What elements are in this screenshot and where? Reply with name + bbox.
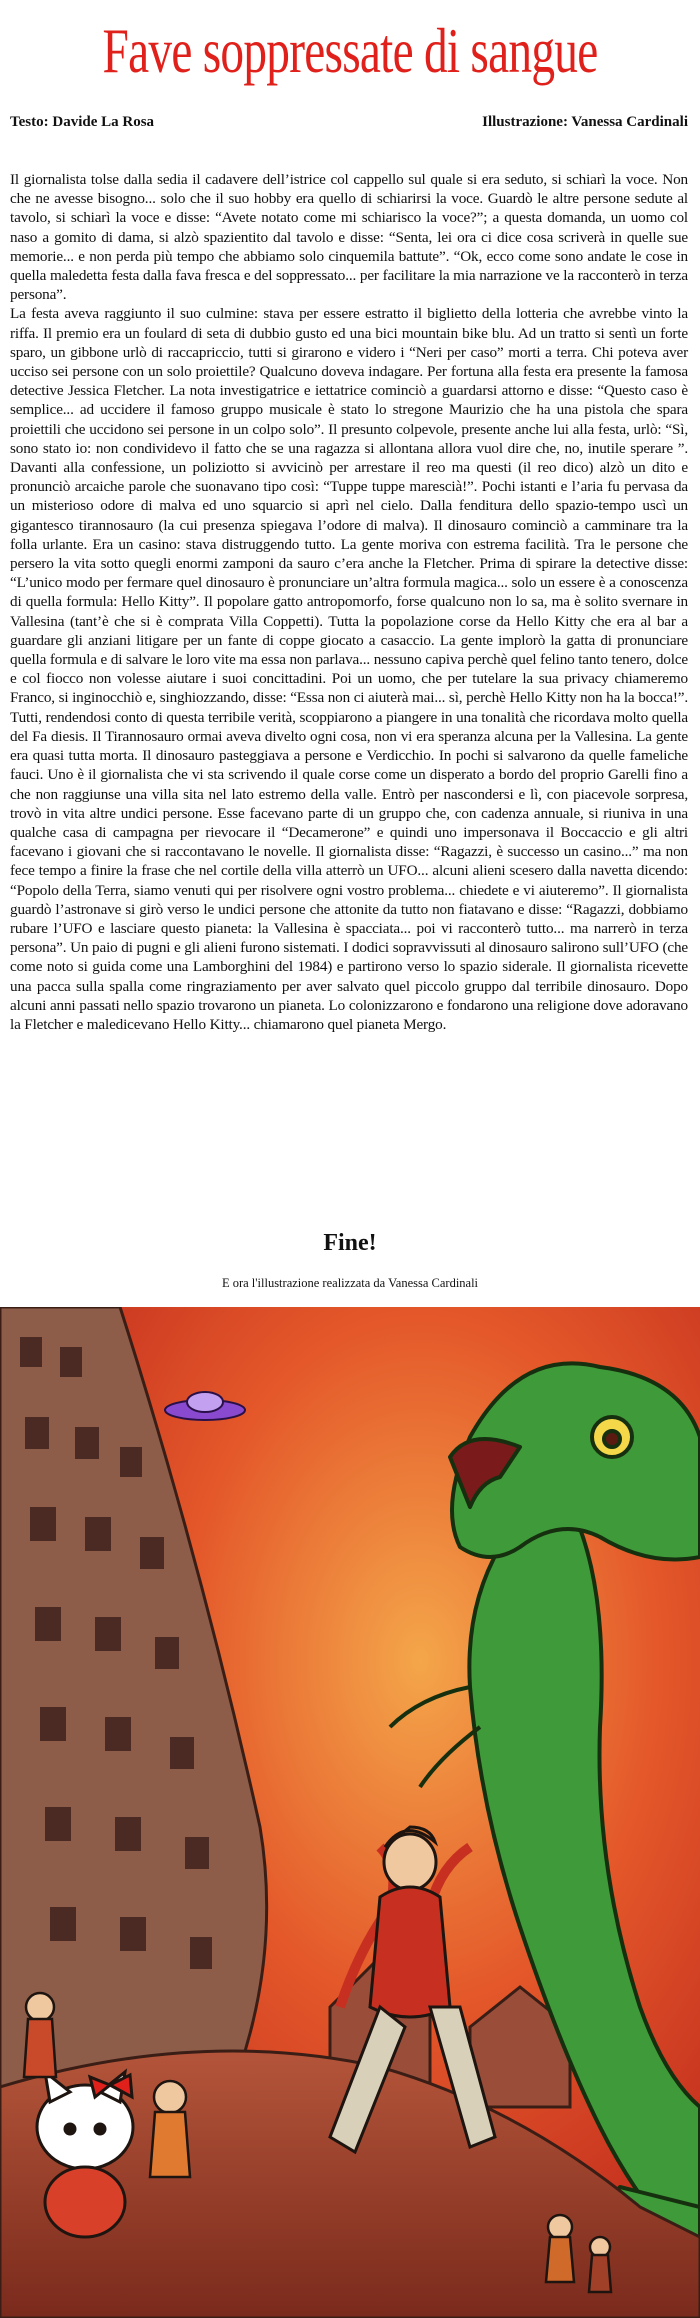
illustrator-credit: Illustrazione: Vanessa Cardinali	[482, 114, 688, 130]
hello-kitty	[37, 2072, 133, 2237]
article-body	[10, 170, 688, 1034]
article-title: Fave soppressate di sangue	[102, 15, 598, 86]
author-credit: Testo: Davide La Rosa	[10, 114, 155, 130]
dinosaur-attack-illustration	[0, 1307, 700, 2318]
credits-row	[10, 114, 688, 131]
paragraph-story: La festa aveva raggiunto il suo culmine: stava per essere estratto il biglietto della lotteria che avrebbe vinto la riffa. Il premio era un foulard di seta di dubbio gusto ed una bici mountain bike blu. Ad un tratto si sentì un forte sparo, un gibbone urlò di raccapriccio, tutti si girarono e videro i “Neri per caso” morti a terra. Chi poteva aver ucciso sei persone con un solo proiettile? Qualcuno doveva indagare. Per fortuna alla festa era presente la famosa detective Jessica Fletcher. La nota investigatrice e iettatrice cominciò a guardarsi attorno e disse: “Questo caso è semplice... ad uccidere il famoso gruppo musicale è stato lo stregone Maurizio che ha una pistola che spara proiettili che uccidono sei persone in un colpo solo”. Il presunto colpevole, presente anche lui alla festa, urlò: “Sì, sono stato io: non condividevo il fatto che se una ragazza si allontana allora vuol dire che, no, inutile sperare ”. Davanti alla confessione, un poliziotto si avvicinò per arrestare il reo ma questi (il reo dico) alzò un dito e pronunciò arcaiche parole che suonavano tipo così: “Tuppe tuppe marescià!”. Pochi istanti e l’aria fu pervasa da un misterioso odore di malva ed uno squarcio si aprì nel cielo. Dalla fenditura dello spazio-tempo uscì un gigantesco tirannosauro (la cui presenza spiegava l’odore di malva). Il dinosauro cominciò a camminare tra la folla urlante. Era un casino: stava distruggendo tutto. La gente moriva con estrema facilità. Tra le persone che persero la vita sotto quegli enormi zamponi da sauro c’era anche la Fletcher. Prima di spirare la detective disse: “L’unico modo per fermare quel dinosauro è pronunciare un’altra formula magica... solo un essere è a conoscenza di quella formula: Hello Kitty”. Il popolare gatto antropomorfo, forse qualcuno non lo sa, ma è solito svernare in Vallesina (tant’è che si è comprata Villa Coppetti). Tutta la popolazione corse da Hello Kitty che era al bar a guardare gli anziani litigare per un fante di coppe giocato a casaccio. La gente implorò la gatta di pronunciare quella formula e di salvare le loro vite ma essa non parlava... nessuno capiva perchè quel felino tanto tenero, dolce e col fiocco non volesse aiutare i suoi concittadini. Poi un uomo, che per tutelare la sua privacy chiameremo Franco, si inginocchiò e, singhiozzando, disse: “Essa non ci aiuterà mai... sì, perchè Hello Kitty non ha la bocca!”. Tutti, rendendosi conto di questa terribile verità, scoppiarono a piangere in una tonalità che ricordava molto quella del Fa diesis. Il Tirannosauro ormai aveva divelto ogni cosa, non vi era speranza alcuna per la Vallesina. La gente era quasi tutta morta. Il dinosauro pasteggiava a persone e Verdicchio. In pochi si salvarono da quelle fameliche fauci. Uno è il giornalista che vi sta scrivendo il quale corse come un disperato a bordo del proprio Garelli fino a che non raggiunse una villa sita nel lato estremo della valle. Entrò per nascondersi e lì, con piacevole sorpresa, trovò in vita altre undici persone. Esse facevano parte di un gruppo che, con cadenza annuale, si riuniva in una qualche casa di campagna per rievocare il “Decamerone” e quindi uno impersonava il Boccaccio e gli altri facevano i giovani che si raccontavano le novelle. Il giornalista disse: “Ragazzi, è successo un casino...” ma non fece tempo a finire la frase che nel cortile della villa atterrò un UFO... alcuni alieni scesero dalla navetta dicendo: “Popolo della Terra, siamo venuti qui per risolvere ogni vostro problema... chiedete e vi aiuteremo”. Il giornalista guardò l’astronave si girò verso le undici persone che attonite da tutto non fiatavano e disse: “Ragazzi, dobbiamo rubare l’UFO e lasciare questo pianeta: la Vallesina è spacciata... poi vi racconterò tutto... ma narrerò in terza persona”. Un paio di pugni e gli alieni furono sistemati. I dodici sopravvissuti al dinosauro salirono sull’UFO (che come noto si guida come una Lamborghini del 1984) e partirono verso lo spazio siderale. Il giornalista ricevette una pacca sulla spalla come ringraziamento per aver salvato quel piccolo gruppo dal terribile dinosauro. Dopo alcuni anni passati nello spazio trovarono un pianeta. Lo colonizzarono e fondarono una religione dove adoravano la Fletcher e maledicevano Hello Kitty... chiamarono quel pianeta Mergo.	[10, 305, 688, 1033]
paragraph-intro: Il giornalista tolse dalla sedia il cadavere dell’istrice col cappello sul quale si era seduto, si schiarì la voce. Non che ne avesse bisogno... solo che il suo hobby era quello di schiarirsi la voce. Guardò le altre persone sedute al tavolo, si schiarì la voce e disse: “Avete notato come mi schiarisco la voce?”; a questa domanda, un uomo col naso a gomito di dama, si alzò spazientito dal tavolo e disse: “Senta, lei ora ci dice cosa scriverà in quelle sue memorie... e non perda più tempo che abbiamo solo cinquemila battute”. “Ok, ecco come sono andate le cose in quella maledetta festa dalla fava fresca e del soppressato... per facilitare la mia narrazione ve la racconterò in terza persona”.	[10, 171, 688, 304]
ending-text: Fine!	[323, 1230, 377, 1256]
illustration-caption: E ora l'illustrazione realizzata da Vanessa Cardinali	[221, 1276, 479, 1290]
